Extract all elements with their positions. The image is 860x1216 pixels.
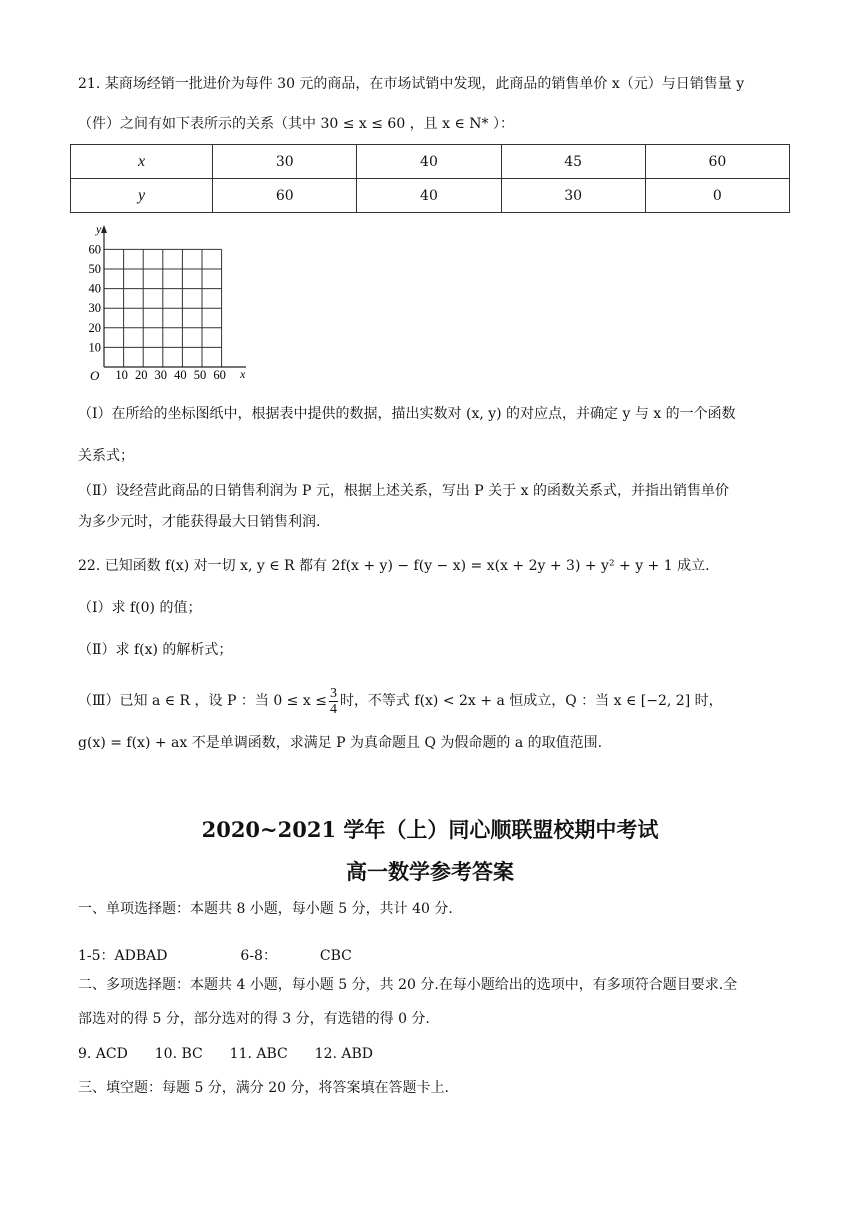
section1-answers	[78, 946, 786, 966]
q21-line1: 21. 某商场经销一批进价为每件 30 元的商品，在市场试销中发现，此商品的销售单价 x（元）与日销售量 y	[78, 76, 745, 92]
x-tick-label: 50	[193, 368, 207, 382]
q22-part1: （Ⅰ）求 f(0) 的值；	[78, 600, 202, 616]
answer-9: 9. ACD	[78, 1046, 128, 1062]
q21-line2: （件）之间有如下表所示的关系（其中 30 ≤ x ≤ 60 ，且 x ∈ N* ）：	[78, 116, 514, 132]
table-row	[71, 145, 790, 179]
answers-6-8-label: 6-8：	[240, 948, 277, 964]
answer-10: 10. BC	[154, 1046, 203, 1062]
y-tick-label: 60	[88, 242, 101, 257]
table-cell: 45	[501, 145, 645, 179]
answer-11: 11. ABC	[229, 1046, 288, 1062]
table-cell: 60	[213, 179, 357, 213]
q22-part3-b: 时，不等式 f(x) < 2x + a 恒成立，Q ：当 x ∈ [−2, 2] 时，	[339, 693, 723, 709]
y-tick-label: 50	[88, 262, 101, 276]
y-tick-label: 10	[88, 340, 101, 355]
y-tick-label: 30	[88, 301, 101, 316]
answer-12: 12. ABD	[314, 1046, 373, 1062]
table-cell: 60	[645, 145, 789, 179]
section3-heading: 三、填空题：每题 5 分，满分 20 分，将答案填在答题卡上.	[78, 1080, 449, 1096]
y-tick-label: 40	[88, 281, 101, 296]
x-tick-label: 10	[115, 368, 128, 382]
q22-part3-line1	[78, 682, 786, 720]
q22-part3-line2: g(x) = f(x) + ax 不是单调函数，求满足 P 为真命题且 Q 为假命题的 a 的取值范围.	[78, 735, 603, 751]
q21-part2-line1: （Ⅱ）设经营此商品的日销售利润为 P 元，根据上述关系，写出 P 关于 x 的函数关系式，并指出销售单价	[78, 483, 729, 499]
fraction-denominator: 4	[329, 701, 337, 717]
table-cell: 30	[213, 145, 357, 179]
x-tick-label: 60	[213, 368, 226, 382]
y-axis-arrow-icon	[101, 225, 107, 233]
x-tick-label: 40	[174, 368, 187, 382]
q22-line1: 22. 已知函数 f(x) 对一切 x, y ∈ R 都有 2f(x + y) − f(y − x) = x(x + 2y + 3) + y² + y + 1 成立.	[78, 558, 710, 574]
section2-heading-line2: 部选对的得 5 分，部分选对的得 3 分，有选错的得 0 分.	[78, 1011, 430, 1027]
x-tick-label: 20	[134, 368, 148, 382]
q22-part2: （Ⅱ）求 f(x) 的解析式；	[78, 642, 233, 658]
q21-part1-line1: （Ⅰ）在所给的坐标图纸中，根据表中提供的数据，描出实数对 (x, y) 的对应点，并确定 y 与 x 的一个函数	[78, 406, 736, 422]
answers-6-8: CBC	[319, 948, 352, 964]
table-row	[71, 179, 790, 213]
fraction-numerator: 3	[329, 685, 337, 701]
answer-title: 2020~2021 学年（上）同心顺联盟校期中考试	[201, 817, 659, 842]
x-tick-label: 30	[154, 368, 168, 382]
table-cell: x	[71, 145, 213, 179]
table-cell: 40	[357, 145, 501, 179]
section2-heading-line1: 二、多项选择题：本题共 4 小题，每小题 5 分，共 20 分.在每小题给出的选项中，有多项符合题目要求.全	[78, 977, 738, 993]
fraction	[329, 686, 338, 717]
q21-part2-line2: 为多少元时，才能获得最大日销售利润.	[78, 514, 321, 530]
table-cell: 0	[645, 179, 789, 213]
y-tick-label: 20	[88, 320, 101, 335]
q21-part1-line2: 关系式；	[78, 448, 134, 464]
answer-subtitle: 高一数学参考答案	[346, 859, 514, 884]
table-cell: 30	[501, 179, 645, 213]
x-axis-label: x	[240, 367, 246, 381]
coordinate-grid	[74, 220, 264, 390]
section2-answers	[78, 1044, 786, 1064]
table-cell: y	[71, 179, 213, 213]
section1-heading: 一、单项选择题：本题共 8 小题，每小题 5 分，共计 40 分.	[78, 901, 453, 917]
table-cell: 40	[357, 179, 501, 213]
answers-1-5: 1-5：ADBAD	[78, 948, 168, 964]
xy-table	[70, 144, 790, 213]
origin-label: O	[90, 368, 100, 383]
q22-part3-a: （Ⅲ）已知 a ∈ R ，设 P ：当 0 ≤ x ≤	[78, 693, 327, 709]
y-axis-label: y	[96, 222, 102, 236]
